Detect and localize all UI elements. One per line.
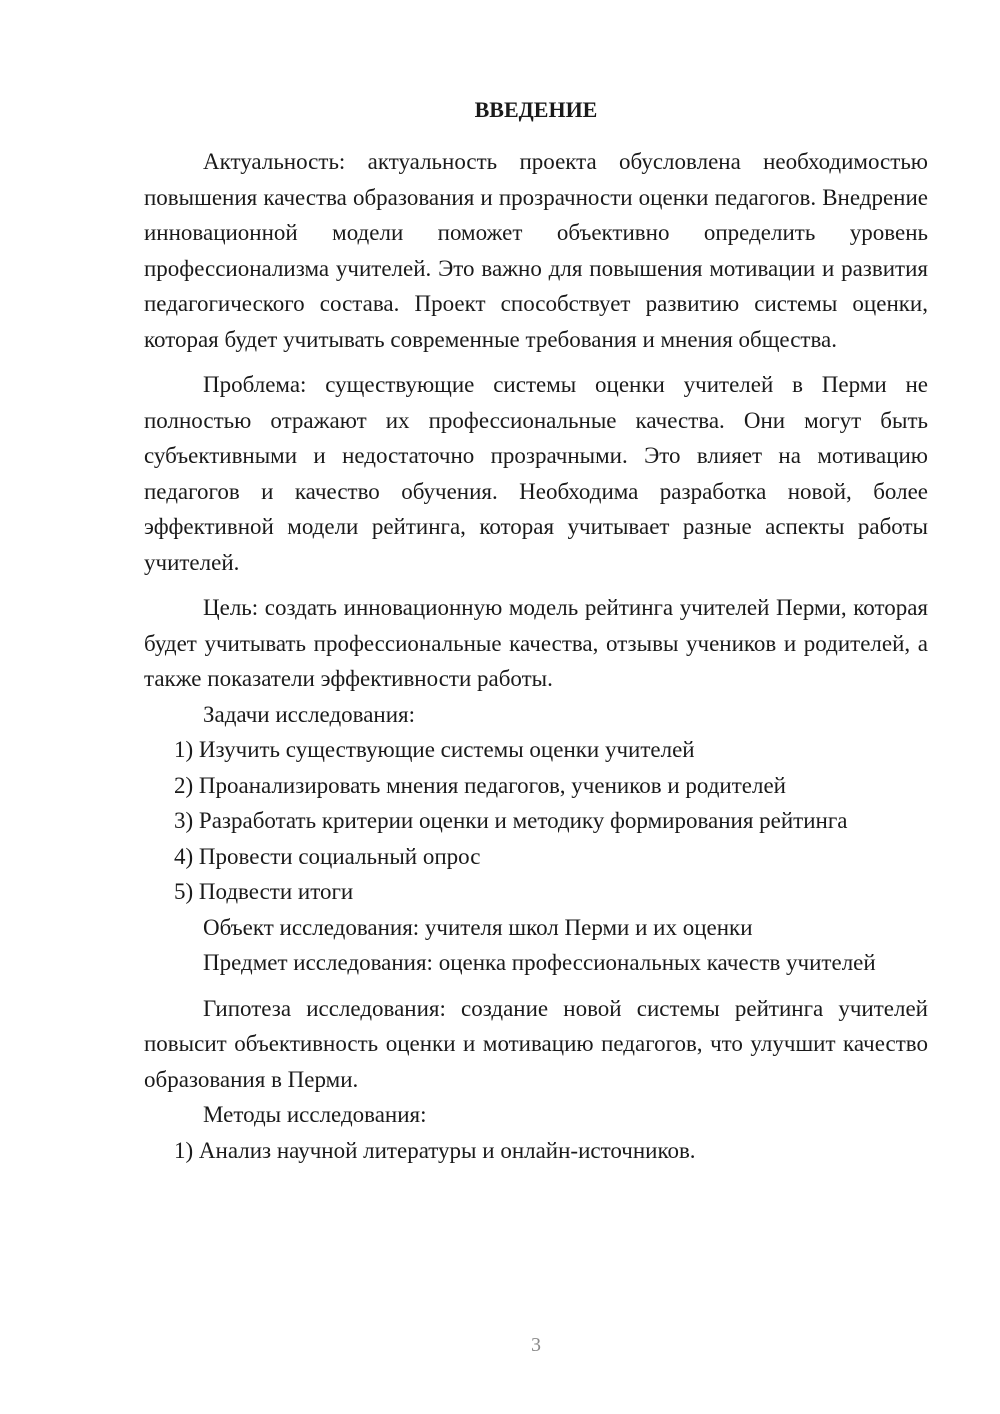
page-number: 3 — [531, 1334, 541, 1356]
page-title: ВВЕДЕНИЕ — [474, 97, 598, 122]
task-item: 3) Разработать критерии оценки и методику формирования рейтинга — [174, 808, 848, 833]
methods-heading: Методы исследования: — [203, 1102, 427, 1127]
object-line: Объект исследования: учителя школ Перми и их оценки — [203, 914, 753, 940]
goal-paragraph: Цель: создать инновационную модель рейтинга учителей Перми, которая будет учитывать профессиональные качества, отзывы учеников и родителей, а также показатели эффективности работы. — [144, 595, 928, 691]
problem-paragraph: Проблема: существующие системы оценки учителей в Перми не полностью отражают их профессиональные качества. Они могут быть субъективными и недостаточно прозрачными. Это влияет на мотивацию педагогов и качество обучения. Необходима разработка новой, более эффективной модели рейтинга, которая учитывает разные аспекты работы учителей. — [144, 372, 928, 575]
task-item: 1) Изучить существующие системы оценки учителей — [174, 737, 695, 762]
hypothesis-paragraph: Гипотеза исследования: создание новой системы рейтинга учителей повысит объективность оценки и мотивацию педагогов, что улучшит качество образования в Перми. — [144, 995, 928, 1092]
body-text — [144, 144, 928, 1168]
method-item: 1) Анализ научной литературы и онлайн-источников. — [174, 1137, 696, 1163]
subject-line: Предмет исследования: оценка профессиональных качеств учителей — [203, 950, 876, 975]
task-item: 4) Провести социальный опрос — [174, 843, 481, 869]
task-item: 2) Проанализировать мнения педагогов, учеников и родителей — [174, 772, 786, 798]
tasks-heading: Задачи исследования: — [203, 701, 416, 727]
relevance-paragraph: Актуальность: актуальность проекта обусловлена необходимостью повышения качества образования и прозрачности оценки педагогов. Внедрение инновационной модели поможет объективно определить уровень профессионализма учителей. Это важно для повышения мотивации и развития педагогического состава. Проект способствует развитию системы оценки, которая будет учитывать современные требования и мнения общества. — [144, 149, 928, 352]
task-item: 5) Подвести итоги — [174, 879, 354, 904]
